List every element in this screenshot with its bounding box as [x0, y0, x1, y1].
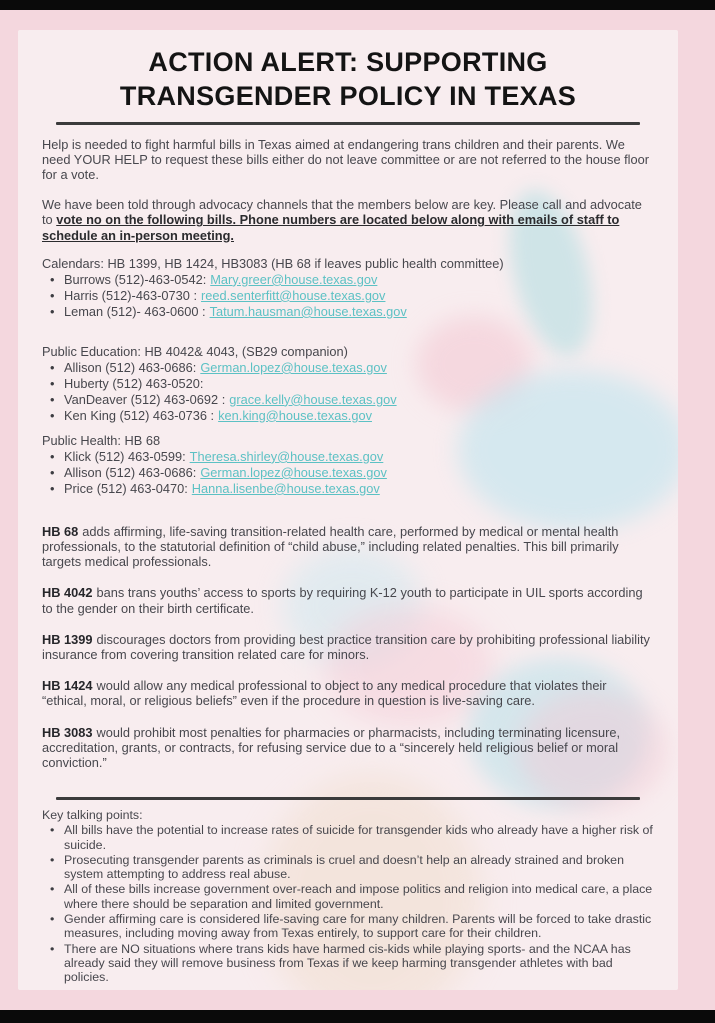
talking-point: • Prosecuting transgender parents as criminals is cruel and doesn’t help an already strained and broken system attempting to address real abuse. — [50, 853, 654, 882]
bill-summary-hb4042 — [42, 585, 654, 615]
email-link[interactable]: ken.king@house.texas.gov — [218, 407, 372, 423]
email-link[interactable]: German.lopez@house.texas.gov — [200, 359, 387, 375]
contact-section-public-education — [42, 344, 654, 424]
bill-code: HB 68 — [42, 523, 79, 539]
contact-label: Burrows (512)-463-0542: — [64, 271, 207, 287]
section-heading-calendars: Calendars: HB 1399, HB 1424, HB3083 (HB 68 if leaves public health committee) — [42, 255, 504, 271]
talking-point: • All of these bills increase government over-reach and impose politics and religion into medical care, a place where there should be separation and limited government. — [50, 882, 654, 911]
email-link[interactable]: Mary.greer@house.texas.gov — [210, 271, 378, 287]
divider-bottom — [56, 797, 640, 800]
contact-list-public-education — [42, 360, 654, 424]
talking-points-list — [42, 823, 654, 984]
contact-label: Huberty (512) 463-0520: — [64, 375, 204, 391]
contact-label: Klick (512) 463-0599: — [64, 448, 186, 464]
contact-list-calendars — [42, 272, 654, 320]
talking-point: • All bills have the potential to increase rates of suicide for transgender kids who already have a higher risk of suicide. — [50, 823, 654, 852]
flyer-card — [18, 30, 678, 990]
bill-text: discourages doctors from providing best practice transition care by prohibiting professional liability insurance from covering transition related care for minors. — [42, 631, 650, 662]
letterbox-bottom — [0, 1010, 715, 1023]
bill-text: adds affirming, life-saving transition-related health care, performed by medical or mental health professionals, to the statutorial definition of “child abuse,” including related penalties. This bill primarily targets medical professionals. — [42, 523, 619, 570]
email-link[interactable]: reed.senterfitt@house.texas.gov — [201, 287, 386, 303]
contact-list-public-health — [42, 449, 654, 497]
advocacy-emphasis: vote no on the following bills. Phone numbers are located below along with emails of staff to schedule an in-person meeting. — [42, 212, 620, 243]
contact-item — [50, 408, 654, 424]
contact-item — [50, 304, 654, 320]
contact-item — [50, 272, 654, 288]
bill-code: HB 4042 — [42, 585, 93, 601]
letterbox-top — [0, 0, 715, 10]
talking-point: • Gender affirming care is considered life-saving care for many children. Parents will be forced to take drastic measures, including moving away from Texas entirely, to support care for their children. — [50, 912, 654, 941]
contact-label: Allison (512) 463-0686: — [64, 359, 197, 375]
contact-item — [50, 481, 654, 497]
talking-points-heading: Key talking points: — [42, 807, 143, 822]
contact-item — [50, 392, 654, 408]
contact-item — [50, 360, 654, 376]
bill-text: would prohibit most penalties for pharmacies or pharmacists, including terminating licensure, accreditation, grants, or contracts, for refusing service due to a “sincerely held religious belief or moral conviction.” — [42, 724, 621, 771]
bill-summary-hb1424 — [42, 678, 654, 708]
title-line-2: TRANSGENDER POLICY IN TEXAS — [119, 81, 577, 112]
section-heading-public-education: Public Education: HB 4042& 4043, (SB29 companion) — [42, 343, 348, 359]
bill-summary-hb3083 — [42, 725, 654, 771]
contact-item — [50, 449, 654, 465]
talking-point: • There are NO situations where trans kids have harmed cis-kids while playing sports- and the NCAA has already said they will remove business from Texas if we keep harming transgender athletes with bad policies. — [50, 942, 654, 985]
email-link[interactable]: German.lopez@house.texas.gov — [200, 464, 387, 480]
contact-label: Price (512) 463-0470: — [64, 480, 188, 496]
advocacy-text: We have been told through advocacy channels that the members below are key. Please call and advocate to — [42, 197, 642, 228]
page-title — [46, 45, 650, 114]
contact-label: Harris (512)-463-0730 : — [64, 287, 198, 303]
section-heading-public-health: Public Health: HB 68 — [42, 432, 161, 448]
contact-label: Allison (512) 463-0686: — [64, 464, 197, 480]
bill-code: HB 1424 — [42, 678, 93, 694]
email-link[interactable]: Hanna.lisenbe@house.texas.gov — [191, 480, 380, 496]
contact-item — [50, 288, 654, 304]
title-line-1: ACTION ALERT: SUPPORTING — [148, 47, 548, 77]
contact-label: VanDeaver (512) 463-0692 : — [64, 391, 226, 407]
advocacy-paragraph — [42, 197, 654, 243]
bill-code: HB 3083 — [42, 724, 93, 740]
email-link[interactable]: grace.kelly@house.texas.gov — [229, 391, 397, 407]
bill-text: bans trans youths’ access to sports by requiring K-12 youth to participate in UIL sports according to the gender on their birth certificate. — [42, 585, 643, 616]
flyer-content — [18, 45, 678, 984]
bill-summary-hb68 — [42, 524, 654, 570]
bill-summary-hb1399 — [42, 632, 654, 662]
divider-top — [56, 122, 640, 125]
intro-paragraph: Help is needed to fight harmful bills in Texas aimed at endangering trans children and their parents. We need YOUR HELP to request these bills either do not leave committee or are not referred to the house floor for a vote. — [42, 136, 650, 182]
bill-code: HB 1399 — [42, 631, 93, 647]
contact-section-calendars — [42, 256, 654, 320]
contact-section-public-health — [42, 433, 654, 497]
contact-label: Leman (512)- 463-0600 : — [64, 303, 206, 319]
contact-label: Ken King (512) 463-0736 : — [64, 407, 215, 423]
bill-text: would allow any medical professional to object to any medical procedure that violates their “ethical, moral, or religious beliefs” even if the procedure in question is live-saving care. — [42, 678, 607, 709]
email-link[interactable]: Tatum.hausman@house.texas.gov — [209, 303, 407, 319]
contact-item — [50, 376, 654, 392]
contact-item — [50, 465, 654, 481]
email-link[interactable]: Theresa.shirley@house.texas.gov — [189, 448, 384, 464]
